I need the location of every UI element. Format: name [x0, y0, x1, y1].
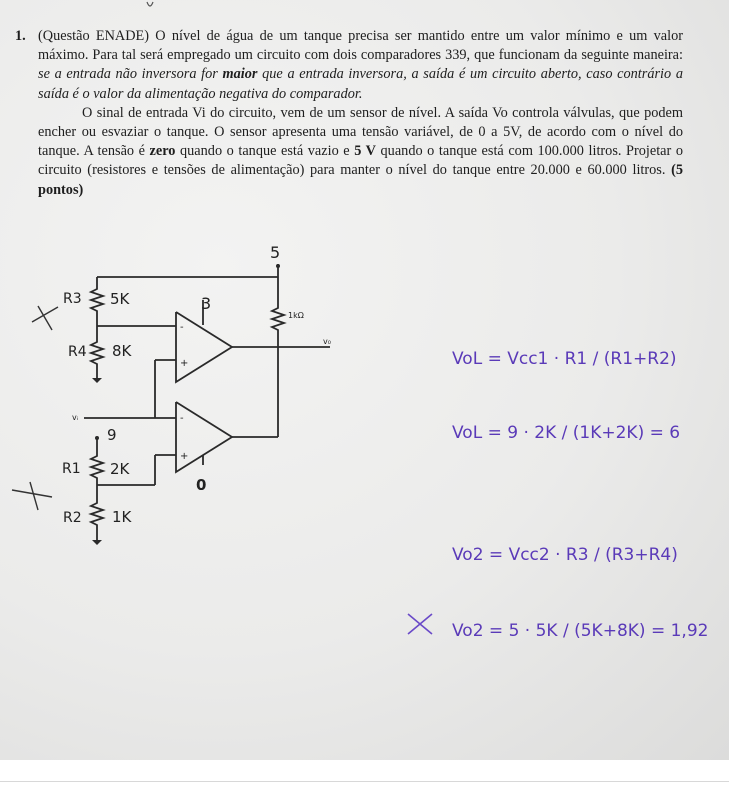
equation-1: VoL = Vcc1 · R1 / (R1+R2): [452, 349, 677, 369]
paragraph-1-text: (Questão ENADE) O nível de água de um tanque precisa ser mantido entre um valor mínimo e um valor máximo. Para tal será empregado um circuito com dois comparadores 339, que funcionam da seguinte maneira:: [38, 28, 683, 64]
supply-top-label: 5: [270, 243, 281, 262]
top-scribble: [147, 2, 153, 6]
cross-mark: [408, 614, 432, 634]
plus-sign: +: [180, 451, 189, 462]
r1-value: 2K: [110, 460, 130, 478]
terminal-icon: [276, 264, 280, 268]
cross-mark: [12, 306, 58, 510]
r4-value: 8K: [112, 342, 132, 360]
equation-3: Vo2 = Vcc2 · R3 / (R3+R4): [452, 545, 678, 565]
r3-value: 5K: [110, 290, 130, 308]
equation-2: VoL = 9 · 2K / (1K+2K) = 6: [452, 423, 681, 443]
points-label: (5 pontos): [38, 162, 683, 198]
ground-icon: [92, 378, 102, 383]
minus-sign: -: [180, 322, 184, 333]
question-number: 1.: [15, 28, 26, 44]
paragraph-2-text-c: quando o tanque está com 100.000 litros. Projetar o circuito (resistores e tensões de alimentação) para manter o nível do tanque entre 20.000 e 60.000 litros.: [38, 143, 683, 179]
vi-label: vᵢ: [72, 413, 79, 422]
ground-icon: [92, 540, 102, 545]
r3-label: R3: [63, 291, 82, 307]
paragraph-2-bold-b: 5 V: [354, 143, 376, 160]
comparator-rule-a: se a entrada não inversora for: [38, 66, 223, 83]
plus-sign: +: [180, 358, 189, 369]
r1-label: R1: [62, 461, 81, 477]
vo-label: v₀: [323, 337, 331, 346]
comparator-rule-b: que a entrada inversora, a saída é um circuito aberto, caso contrário a saída é o valor da alimentação negativa do comparador.: [38, 66, 683, 102]
equation-4: Vo2 = 5 · 5K / (5K+8K) = 1,92: [452, 621, 709, 641]
supply-low-label: 9: [107, 426, 117, 444]
r4-label: R4: [68, 344, 87, 360]
comparator-rule-bold: maior: [222, 66, 258, 83]
minus-sign: -: [180, 413, 184, 424]
ground-comp-label: 0: [196, 476, 207, 494]
r2-value: 1K: [112, 508, 132, 526]
r2-label: R2: [63, 510, 82, 526]
terminal-icon: [95, 436, 99, 440]
pullup-value: 1kΩ: [288, 311, 304, 320]
paragraph-2-text-b: quando o tanque está vazio e: [175, 143, 355, 160]
supply-comp-label: 3: [201, 294, 212, 313]
divider: [0, 781, 729, 782]
paragraph-2-text-a: O sinal de entrada Vi do circuito, vem de um sensor de nível. A saída Vo controla válvulas, que podem encher ou esvaziar o tanque. O sensor apresenta uma tensão variável, de 0 a 5V, de acordo com o nível do tanque. A tensão é: [38, 104, 683, 160]
paragraph-2-bold-a: zero: [149, 143, 176, 160]
